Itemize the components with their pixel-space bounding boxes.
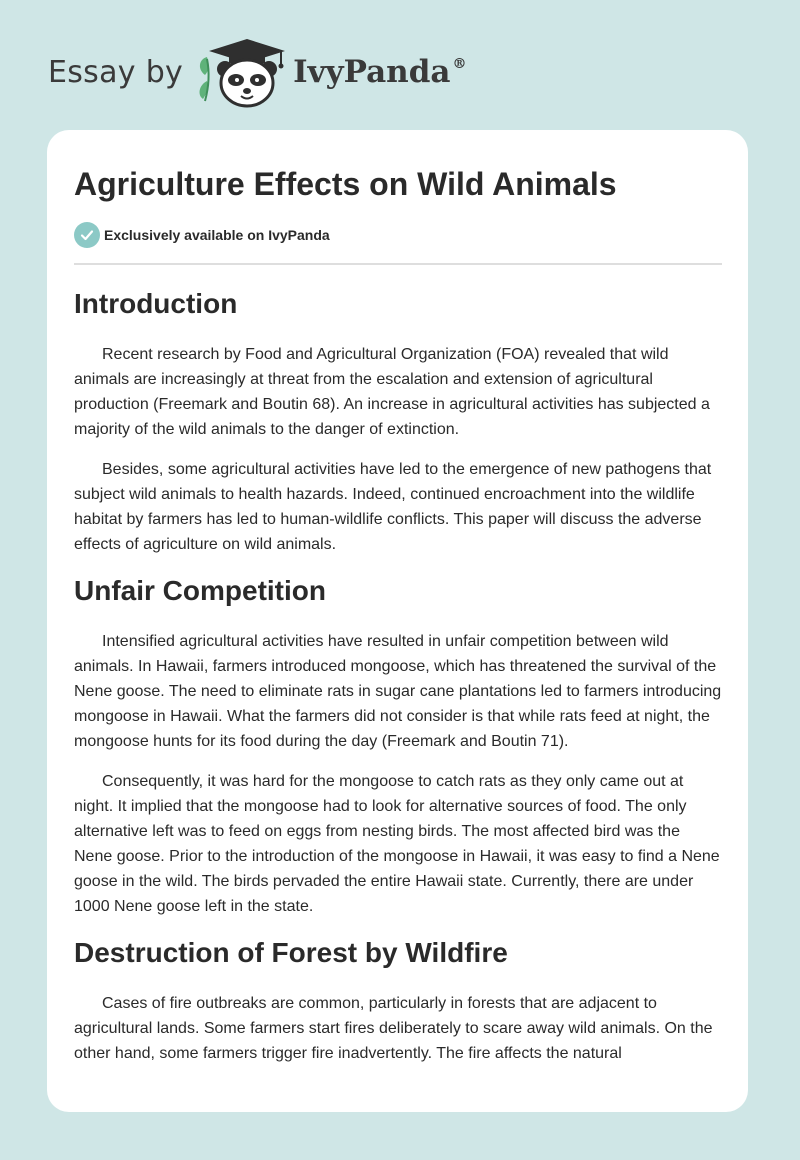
section-heading-unfair-competition: Unfair Competition: [74, 575, 326, 606]
exclusive-badge-label: Exclusively available on IvyPanda: [104, 227, 330, 243]
registered-mark: ®: [452, 56, 467, 72]
exclusive-badge: [74, 222, 722, 248]
ivypanda-logo-icon[interactable]: [195, 35, 289, 109]
brand-text: IvyPanda: [293, 54, 451, 90]
essay-by-label: Essay by: [48, 54, 184, 90]
paragraph: Cases of fire outbreaks are common, particularly in forests that are adjacent to agricultural lands. Some farmers start fires deliberately to scare away wild animals. On the other hand, some farmers trigger fire inadvertently. The fire affects the natural: [74, 995, 713, 1062]
site-header: [48, 36, 467, 108]
paragraph: Besides, some agricultural activities have led to the emergence of new pathogens that subject wild animals to health hazards. Indeed, continued encroachment into the wildlife habitat by farmers has led to human-wildlife conflicts. This paper will discuss the adverse effects of agriculture on wild animals.: [74, 461, 712, 553]
paragraph: Consequently, it was hard for the mongoose to catch rats as they only came out at night. It implied that the mongoose had to look for alternative sources of food. The only alternative left was to feed on eggs from nesting birds. The most affected bird was the Nene goose. Prior to the introduction of the mongoose in Hawaii, it was easy to find a Nene goose in the wild. The birds pervaded the entire Hawaii state. Currently, there are under 1000 Nene goose left in the state.: [74, 773, 720, 915]
paragraph: Intensified agricultural activities have resulted in unfair competition between wild animals. In Hawaii, farmers introduced mongoose, which has threatened the survival of the Nene goose. The need to eliminate rats in sugar cane plantations led to farmers introducing mongoose in Hawaii. What the farmers did not consider is that while rats feed at night, the mongoose hunts for its food during the day (Freemark and Boutin 71).: [74, 633, 722, 750]
section-heading-destruction-of-forest: Destruction of Forest by Wildfire: [74, 937, 508, 968]
essay-title: Agriculture Effects on Wild Animals: [74, 166, 617, 202]
brand-name[interactable]: [293, 54, 466, 90]
section-heading-introduction: Introduction: [74, 288, 238, 319]
divider: [74, 263, 722, 265]
essay-card: [47, 130, 748, 1112]
paragraph: Recent research by Food and Agricultural Organization (FOA) revealed that wild animals are increasingly at threat from the escalation and extension of agricultural production (Freemark and Boutin 68). An increase in agricultural activities has subjected a majority of the wild animals to the danger of extinction.: [74, 346, 710, 438]
check-icon: [74, 222, 100, 248]
